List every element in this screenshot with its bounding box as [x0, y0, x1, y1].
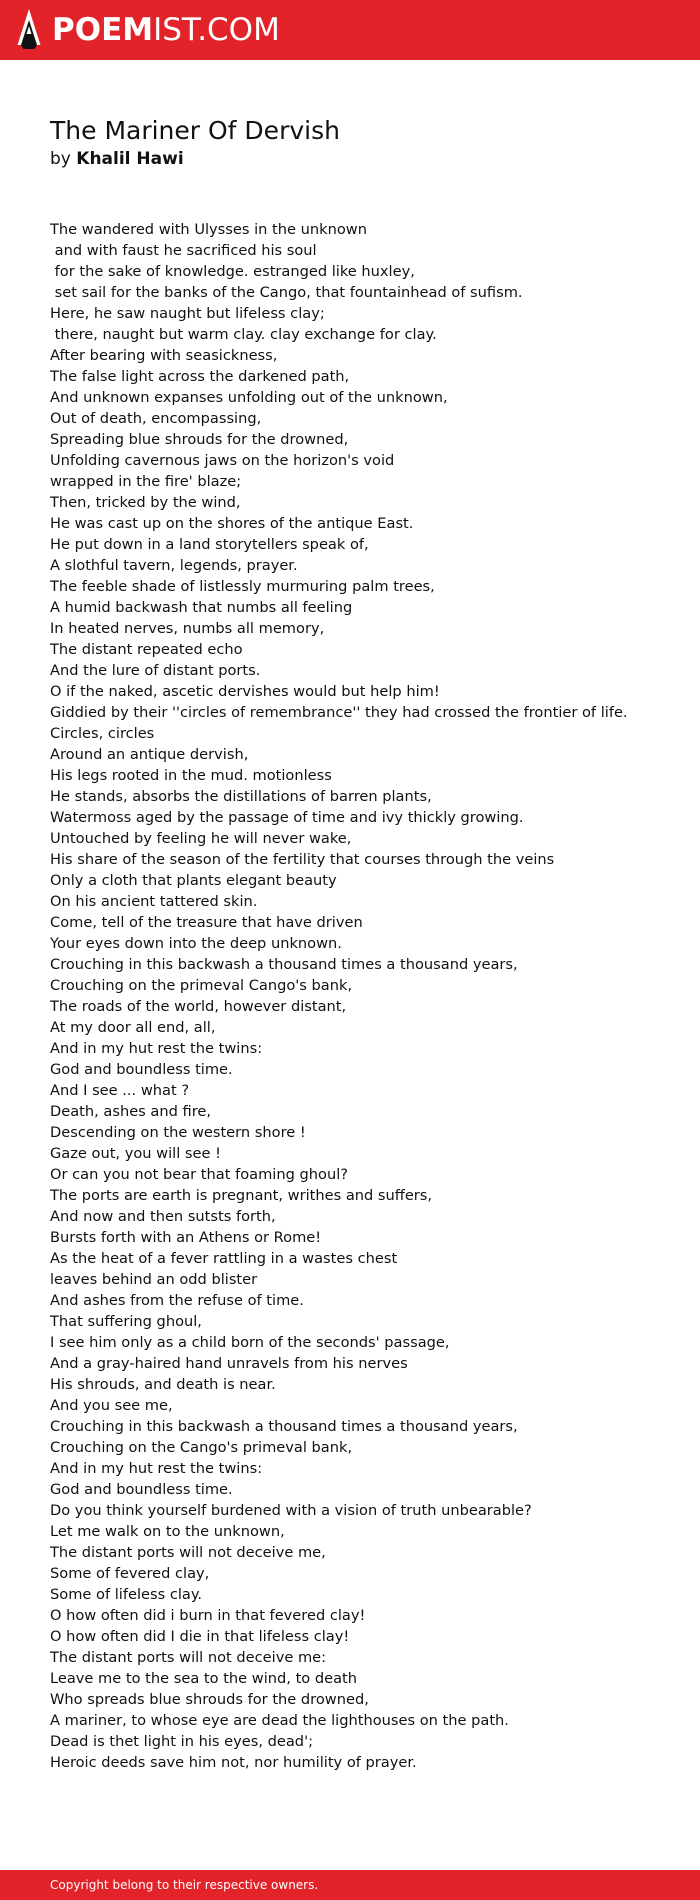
poem-line: Untouched by feeling he will never wake,	[50, 830, 352, 847]
poem-line: God and boundless time.	[50, 1061, 233, 1078]
copyright-text: Copyright belong to their respective owners.	[50, 1878, 319, 1892]
poem-line: Here, he saw naught but lifeless clay;	[50, 305, 325, 322]
poem-line: Then, tricked by the wind,	[50, 494, 241, 511]
poem-author: Khalil Hawi	[76, 149, 184, 169]
poem-byline	[50, 148, 670, 170]
logo-light-part: IST.COM	[153, 11, 280, 48]
poem-line: And now and then sutsts forth,	[50, 1208, 276, 1225]
poem-line: set sail for the banks of the Cango, that fountainhead of sufism.	[50, 284, 523, 301]
poem-line: And you see me,	[50, 1397, 173, 1414]
poem-line: leaves behind an odd blister	[50, 1271, 258, 1288]
poem-line: The wandered with Ulysses in the unknown	[50, 221, 367, 238]
poem-line: His legs rooted in the mud. motionless	[50, 767, 332, 784]
poem-line: He stands, absorbs the distillations of barren plants,	[50, 788, 432, 805]
site-header	[0, 0, 700, 60]
poem-line: And in my hut rest the twins:	[50, 1040, 263, 1057]
poem-line: His shrouds, and death is near.	[50, 1376, 276, 1393]
site-logo-text	[52, 11, 280, 48]
poem-line: O how often did I die in that lifeless clay!	[50, 1628, 350, 1645]
poem-body	[50, 219, 670, 1773]
poem-line: Your eyes down into the deep unknown.	[50, 935, 342, 952]
poem-line: Leave me to the sea to the wind, to death	[50, 1670, 358, 1687]
poem-heading	[50, 115, 670, 170]
poem-line: Around an antique dervish,	[50, 746, 249, 763]
poem-line: And the lure of distant ports.	[50, 662, 261, 679]
poem-line: Out of death, encompassing,	[50, 410, 262, 427]
poem-line: That suffering ghoul,	[50, 1313, 202, 1330]
poem-line: Dead is thet light in his eyes, dead';	[50, 1733, 313, 1750]
poem-title: The Mariner Of Dervish	[50, 116, 340, 145]
poem-line: And unknown expanses unfolding out of the unknown,	[50, 389, 448, 406]
poem-line: As the heat of a fever rattling in a wastes chest	[50, 1250, 398, 1267]
poem-line: O how often did i burn in that fevered clay!	[50, 1607, 366, 1624]
poem-line: His share of the season of the fertility that courses through the veins	[50, 851, 555, 868]
poem-line: I see him only as a child born of the seconds' passage,	[50, 1334, 450, 1351]
poem-line: Crouching on the Cango's primeval bank,	[50, 1439, 353, 1456]
poem-line: A mariner, to whose eye are dead the lighthouses on the path.	[50, 1712, 509, 1729]
poem-line: The distant repeated echo	[50, 641, 243, 658]
site-logo-link[interactable]	[16, 8, 280, 52]
poem-line: Unfolding cavernous jaws on the horizon's void	[50, 452, 395, 469]
poem-line: and with faust he sacrificed his soul	[50, 242, 317, 259]
poem-line: God and boundless time.	[50, 1481, 233, 1498]
poem-line: for the sake of knowledge. estranged like huxley,	[50, 263, 415, 280]
poem-line: Heroic deeds save him not, nor humility of prayer.	[50, 1754, 417, 1771]
poem-line: A humid backwash that numbs all feeling	[50, 599, 353, 616]
poem-line: Death, ashes and fire,	[50, 1103, 212, 1120]
poem-line: He put down in a land storytellers speak of,	[50, 536, 369, 553]
poem-line: At my door all end, all,	[50, 1019, 216, 1036]
poem-line: Or can you not bear that foaming ghoul?	[50, 1166, 348, 1183]
pencil-tip-icon	[16, 8, 42, 52]
site-footer	[0, 1870, 700, 1900]
poem-line: Come, tell of the treasure that have driven	[50, 914, 363, 931]
poem-line: Some of lifeless clay.	[50, 1586, 203, 1603]
poem-line: The distant ports will not deceive me:	[50, 1649, 327, 1666]
poem-line: In heated nerves, numbs all memory,	[50, 620, 325, 637]
poem-line: Watermoss aged by the passage of time and ivy thickly growing.	[50, 809, 524, 826]
poem-line: O if the naked, ascetic dervishes would but help him!	[50, 683, 440, 700]
poem-line: wrapped in the fire' blaze;	[50, 473, 242, 490]
poem-line: The false light across the darkened path,	[50, 368, 350, 385]
poem-line: The roads of the world, however distant,	[50, 998, 347, 1015]
poem-line: Gaze out, you will see !	[50, 1145, 221, 1162]
poem-line: And a gray-haired hand unravels from his nerves	[50, 1355, 408, 1372]
poem-line: Giddied by their ''circles of remembrance'' they had crossed the frontier of life.	[50, 704, 628, 721]
poem-line: Only a cloth that plants elegant beauty	[50, 872, 337, 889]
poem-line: And in my hut rest the twins:	[50, 1460, 263, 1477]
poem-line: A slothful tavern, legends, prayer.	[50, 557, 298, 574]
poem-line: Descending on the western shore !	[50, 1124, 306, 1141]
poem-line: Circles, circles	[50, 725, 155, 742]
poem-line: Let me walk on to the unknown,	[50, 1523, 285, 1540]
byline-prefix: by	[50, 149, 77, 169]
poem-line: Bursts forth with an Athens or Rome!	[50, 1229, 322, 1246]
poem-line: The ports are earth is pregnant, writhes and suffers,	[50, 1187, 433, 1204]
poem-line: there, naught but warm clay. clay exchange for clay.	[50, 326, 437, 343]
poem-line: Some of fevered clay,	[50, 1565, 210, 1582]
poem-line: And I see ... what ?	[50, 1082, 190, 1099]
poem-line: Who spreads blue shrouds for the drowned,	[50, 1691, 369, 1708]
poem-line: Crouching on the primeval Cango's bank,	[50, 977, 353, 994]
poem-line: On his ancient tattered skin.	[50, 893, 258, 910]
poem-line: The feeble shade of listlessly murmuring palm trees,	[50, 578, 435, 595]
poem-line: Do you think yourself burdened with a vision of truth unbearable?	[50, 1502, 532, 1519]
poem-line: He was cast up on the shores of the antique East.	[50, 515, 414, 532]
poem-line: The distant ports will not deceive me,	[50, 1544, 326, 1561]
logo-strong-part: POEM	[52, 11, 154, 48]
poem-line: After bearing with seasickness,	[50, 347, 278, 364]
poem-line: Crouching in this backwash a thousand times a thousand years,	[50, 956, 518, 973]
poem-line: And ashes from the refuse of time.	[50, 1292, 304, 1309]
poem-line: Spreading blue shrouds for the drowned,	[50, 431, 349, 448]
poem-line: Crouching in this backwash a thousand times a thousand years,	[50, 1418, 518, 1435]
